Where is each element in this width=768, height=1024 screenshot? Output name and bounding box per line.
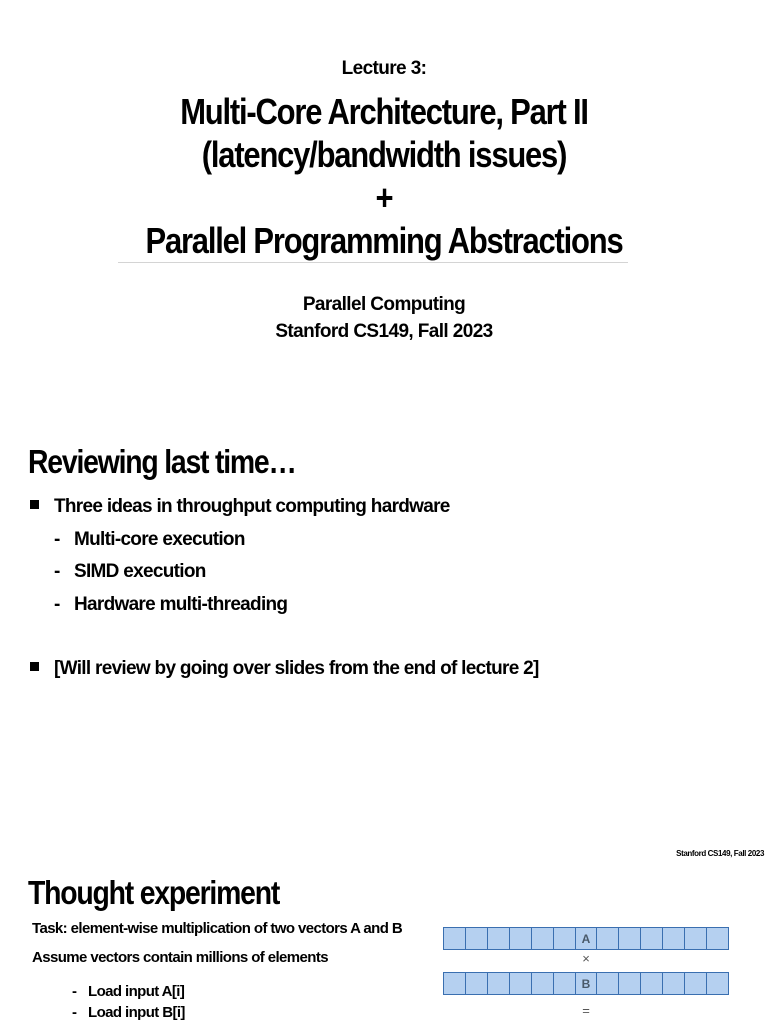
square-bullet-icon bbox=[30, 662, 39, 671]
bullet-item bbox=[30, 496, 450, 518]
dash-icon: - bbox=[72, 983, 77, 1000]
vector-cell bbox=[685, 973, 707, 994]
vector-cell bbox=[488, 928, 510, 949]
sub-bullet-text: Hardware multi-threading bbox=[74, 594, 288, 615]
bullet-item bbox=[30, 658, 539, 680]
slide-heading: Thought experiment bbox=[28, 874, 280, 911]
equals-symbol: = bbox=[582, 1003, 590, 1018]
thought-experiment-slide bbox=[0, 870, 768, 1024]
vector-cell bbox=[554, 928, 576, 949]
title-line: Parallel Programming Abstractions bbox=[145, 220, 623, 261]
lecture-title bbox=[0, 90, 768, 262]
step-text: Load input B[i] bbox=[88, 1004, 185, 1021]
vector-cell bbox=[619, 928, 641, 949]
multiply-symbol: × bbox=[582, 951, 590, 966]
vector-cell bbox=[466, 973, 488, 994]
vector-b bbox=[443, 972, 729, 995]
sub-bullet-item bbox=[54, 594, 287, 616]
vector-a bbox=[443, 927, 729, 950]
dash-icon: - bbox=[72, 1004, 77, 1021]
course-info bbox=[0, 291, 768, 345]
vector-cell bbox=[663, 973, 685, 994]
task-text: Task: element-wise multiplication of two vectors A and B bbox=[32, 920, 403, 937]
title-slide bbox=[0, 0, 768, 400]
vector-b-label: B bbox=[576, 973, 598, 994]
step-text: Load input A[i] bbox=[88, 983, 185, 1000]
bullet-text: [Will review by going over slides from the end of lecture 2] bbox=[54, 658, 539, 679]
step-item bbox=[72, 983, 184, 1000]
vector-cell bbox=[597, 928, 619, 949]
title-line: (latency/bandwidth issues) bbox=[201, 134, 567, 175]
step-item bbox=[72, 1004, 185, 1021]
title-line: Multi-Core Architecture, Part II bbox=[180, 91, 588, 132]
vector-a-label: A bbox=[576, 928, 598, 949]
sub-bullet-text: Multi-core execution bbox=[74, 529, 245, 550]
vector-cell bbox=[510, 928, 532, 949]
dash-icon: - bbox=[54, 529, 60, 550]
vector-cell bbox=[641, 928, 663, 949]
vector-cell bbox=[597, 973, 619, 994]
vector-cell bbox=[641, 973, 663, 994]
vector-cell bbox=[444, 973, 466, 994]
vector-cell bbox=[488, 973, 510, 994]
assumption-text: Assume vectors contain millions of elements bbox=[32, 949, 328, 966]
sub-bullet-item bbox=[54, 561, 206, 583]
lecture-label: Lecture 3: bbox=[341, 58, 427, 79]
title-plus: + bbox=[375, 177, 393, 218]
course-term: Stanford CS149, Fall 2023 bbox=[275, 321, 493, 342]
vector-cell bbox=[707, 973, 728, 994]
slide-footer: Stanford CS149, Fall 2023 bbox=[676, 849, 764, 858]
vector-cell bbox=[510, 973, 532, 994]
sub-bullet-item bbox=[54, 529, 245, 551]
course-name: Parallel Computing bbox=[302, 294, 466, 315]
review-slide bbox=[0, 400, 768, 870]
vector-cell bbox=[663, 928, 685, 949]
bullet-text: Three ideas in throughput computing hardware bbox=[54, 496, 450, 517]
vector-cell bbox=[685, 928, 707, 949]
square-bullet-icon bbox=[30, 500, 39, 509]
title-divider bbox=[118, 262, 628, 263]
vector-cell bbox=[444, 928, 466, 949]
dash-icon: - bbox=[54, 594, 60, 615]
vector-cell bbox=[619, 973, 641, 994]
dash-icon: - bbox=[54, 561, 60, 582]
vector-cell bbox=[707, 928, 728, 949]
vector-cell bbox=[532, 973, 554, 994]
slide-heading: Reviewing last time… bbox=[28, 443, 296, 480]
vector-cell bbox=[466, 928, 488, 949]
vector-cell bbox=[554, 973, 576, 994]
vector-cell bbox=[532, 928, 554, 949]
sub-bullet-text: SIMD execution bbox=[74, 561, 206, 582]
